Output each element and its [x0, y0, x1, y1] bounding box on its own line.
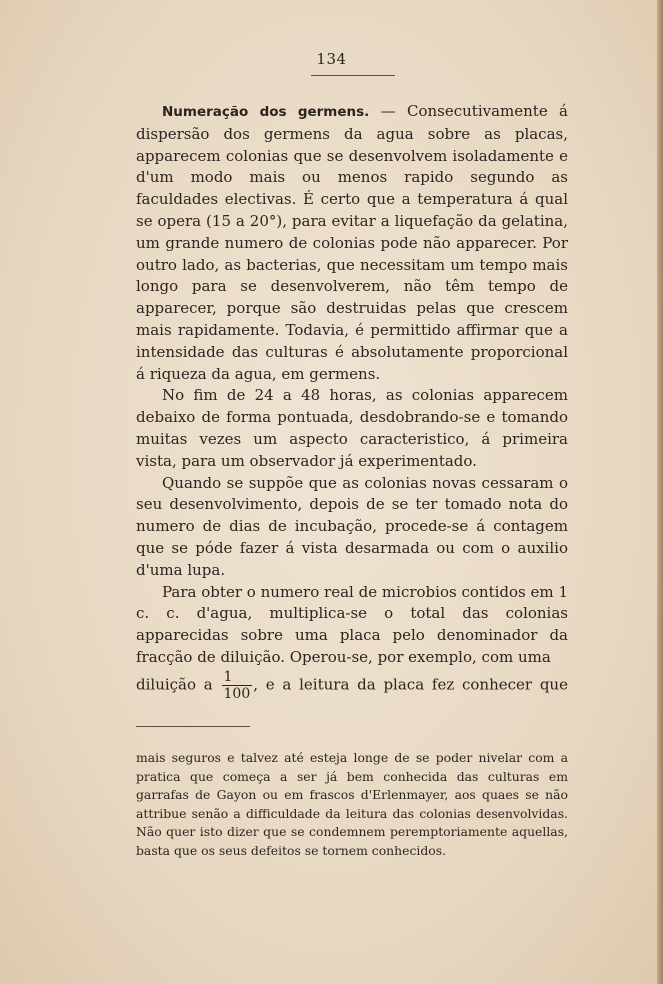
section-heading: Numeração dos germens.: [162, 104, 370, 120]
footnote-rule: [136, 726, 250, 727]
paragraph-numeracao: [136, 101, 568, 385]
paragraph-4-last-line: [136, 669, 568, 702]
header-rule: [311, 75, 395, 76]
fraction-denominator: 100: [223, 685, 251, 702]
fraction-numerator: 1: [222, 669, 253, 686]
paragraph-3: Quando se suppõe que as colonias novas cessaram o seu desenvolvimento, depois de se ter tomado nota do numero de dias de incubação, procede-se á contagem que se póde fazer á vista desarmada ou com o auxilio d'uma lupa.: [136, 473, 568, 579]
page-edge-shadow: [657, 0, 663, 984]
paragraph-4: Para obter o numero real de microbios contidos em 1 c. c. d'agua, multiplica-se o total das colonias apparecidas sobre uma placa pelo denominador da fracção de diluição. Operou-se, por exemplo, com uma: [136, 582, 568, 666]
footnote: [136, 749, 568, 861]
footnote-text: mais seguros e talvez até esteja longe de se poder nivelar com a pratica que começa a ser já bem conhecida das culturas em garrafas de Gayon ou em frascos d'Erlenmayer, aos quaes se não attribue senão a difficuldade da leitura das colonias desenvolvidas. Não quer isto dizer que se condemnem peremptoriamente aquellas, basta que os seus defeitos se tornem conhecidos.: [136, 750, 568, 858]
dilution-text: diluição a: [136, 675, 213, 694]
paragraph-1-text: — Consecutivamente á dispersão dos germens da agua sobre as placas, apparecem colonias que se desenvolvem isoladamente e d'um modo mais ou menos rapido segundo as faculdades electivas. É certo que a temperatura á qual se opera (15 a 20°), para evitar a liquefação da gelatina, um grande numero de colonias pode não apparecer. Por outro lado, as bacterias, que necessitam um tempo mais longo para se desenvolverem, não têm tempo de apparecer, porque são destruidas pelas que crescem mais rapidamente. Todavia, é permittido affirmar que a intensidade das culturas é absolutamente proporcional á riqueza da agua, em germens.: [136, 102, 568, 383]
dilution-text-after: , e a leitura da placa fez conhecer que: [253, 675, 568, 694]
main-text: [136, 101, 568, 702]
dilution-fraction: [222, 669, 253, 702]
page-number: 134: [316, 50, 347, 68]
paragraph-2: No fim de 24 a 48 horas, as colonias apparecem debaixo de forma pontuada, desdobrando-se e tomando muitas vezes um aspecto caracteristico, á primeira vista, para um observador já experimentado.: [136, 386, 568, 470]
